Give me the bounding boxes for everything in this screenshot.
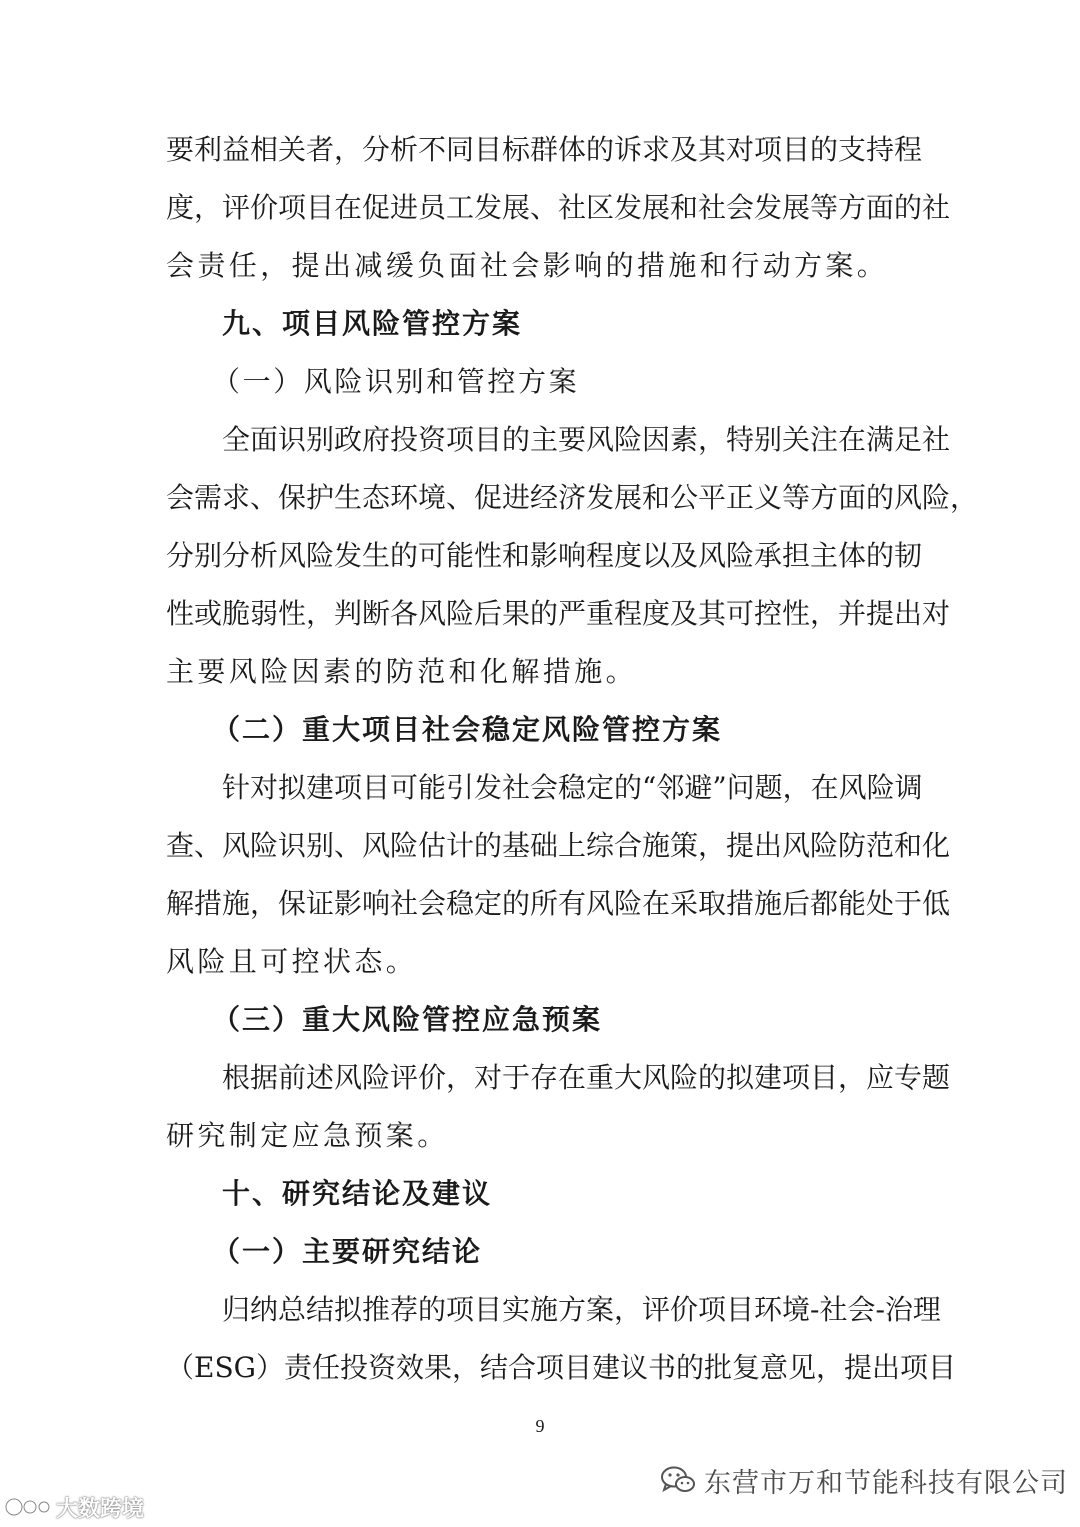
body-text-line: 度，评价项目在促进员工发展、社区发展和社会发展等方面的社 — [166, 191, 951, 224]
body-text-line: 性或脆弱性，判断各风险后果的严重程度及其可控性，并提出对 — [166, 597, 951, 630]
body-text-line: （ESG）责任投资效果，结合项目建议书的批复意见，提出项目 — [166, 1351, 956, 1384]
body-text-line: 会责任，提出减缓负面社会影响的措施和行动方案。 — [166, 249, 889, 282]
body-text-line: 主要风险因素的防范和化解措施。 — [166, 655, 638, 688]
wechat-account-name: 东营市万和节能科技有限公司 — [704, 1467, 1068, 1499]
body-text-line: 针对拟建项目可能引发社会稳定的“邻避”问题，在风险调 — [222, 771, 923, 804]
brand-watermark — [4, 1490, 144, 1524]
body-text-line: 会需求、保护生态环境、促进经济发展和公平正义等方面的风险， — [166, 481, 979, 514]
body-text-line: 查、风险识别、风险估计的基础上综合施策，提出风险防范和化 — [166, 829, 951, 862]
subsection-heading: （三）重大风险管控应急预案 — [212, 1003, 603, 1036]
section-heading: 十、研究结论及建议 — [222, 1177, 493, 1210]
subsection-heading: （一）风险识别和管控方案 — [212, 365, 580, 398]
logo-icon — [4, 1493, 52, 1521]
body-text-line: 分别分析风险发生的可能性和影响程度以及风险承担主体的韧 — [166, 539, 923, 572]
body-text-line: 根据前述风险评价，对于存在重大风险的拟建项目，应专题 — [222, 1061, 951, 1094]
subsection-heading: （一）主要研究结论 — [212, 1235, 483, 1268]
body-text-line: 归纳总结拟推荐的项目实施方案，评价项目环境-社会-治理 — [222, 1293, 941, 1326]
subsection-heading: （二）重大项目社会稳定风险管控方案 — [212, 713, 723, 746]
body-text-line: 研究制定应急预案。 — [166, 1119, 449, 1152]
body-text-line: 要利益相关者，分析不同目标群体的诉求及其对项目的支持程 — [166, 133, 923, 166]
brand-name: 大数跨境 — [56, 1496, 145, 1522]
body-text-line: 全面识别政府投资项目的主要风险因素，特别关注在满足社 — [222, 423, 951, 456]
wechat-watermark — [660, 1462, 1068, 1498]
section-heading: 九、项目风险管控方案 — [222, 307, 523, 340]
wechat-icon — [660, 1465, 696, 1495]
page-number: 9 — [535, 1416, 545, 1436]
body-text-line: 风险且可控状态。 — [166, 945, 418, 978]
body-text-line: 解措施，保证影响社会稳定的所有风险在采取措施后都能处于低 — [166, 887, 951, 920]
